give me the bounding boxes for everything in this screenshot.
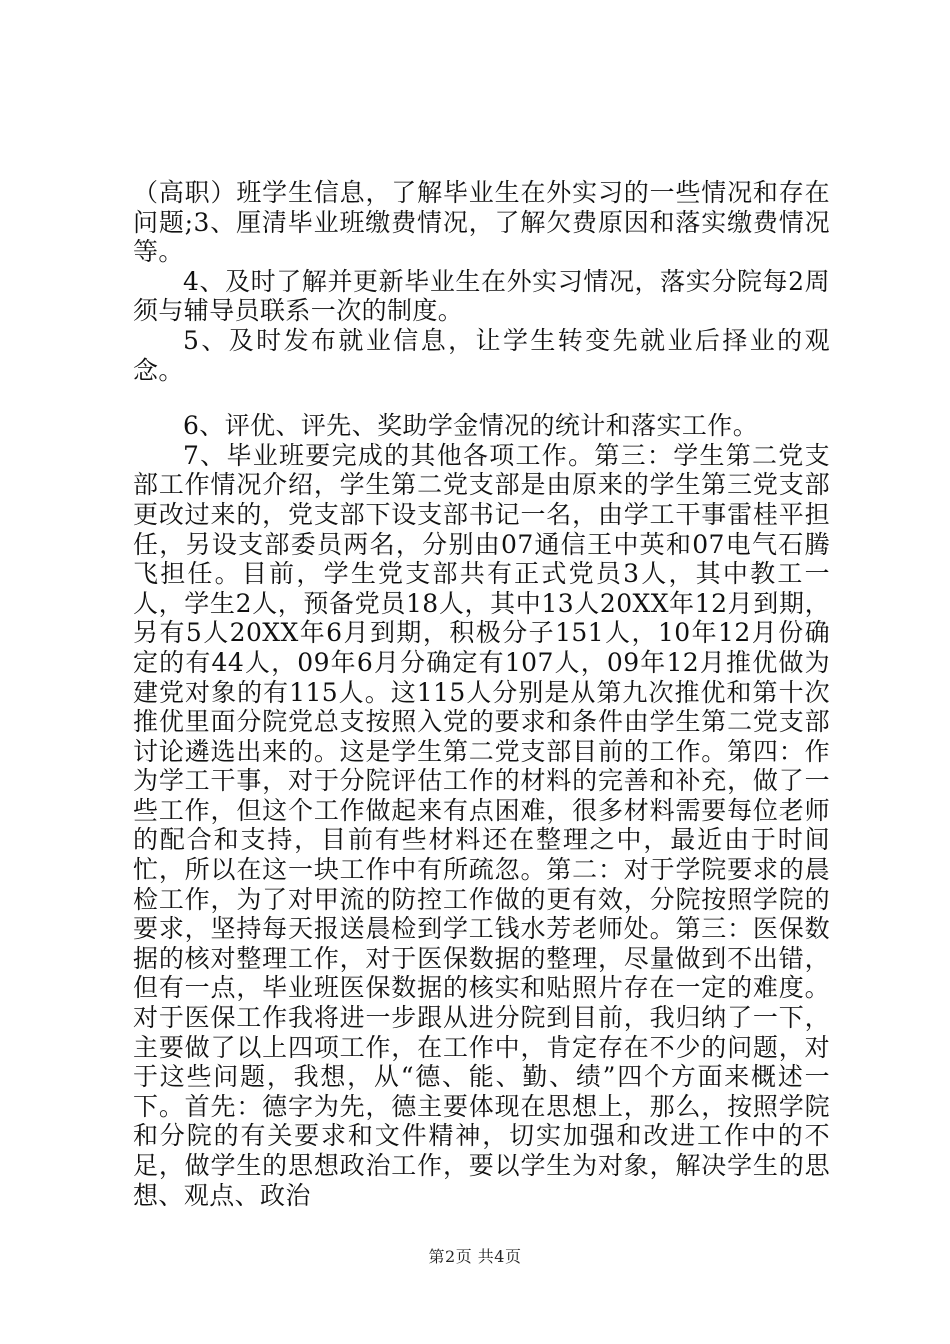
document-body xyxy=(133,178,830,1210)
paragraph-item-7: 7、毕业班要完成的其他各项工作。第三：学生第二党支部工作情况介绍，学生第二党支部是由原来的学生第三党支部更改过来的，党支部下设支部书记一名，由学工干事雷桂平担任，另设支部委员两名，分别由07通信王中英和07电气石腾飞担任。目前，学生党支部共有正式党员3人，其中教工一人，学生2人，预备党员18人，其中13人20XX年12月到期，另有5人20XX年6月到期，积极分子151人，10年12月份确定的有44人，09年6月分确定有107人，09年12月推优做为建党对象的有115人。这115人分别是从第九次推优和第十次推优里面分院党总支按照入党的要求和条件由学生第二党支部讨论遴选出来的。这是学生第二党支部目前的工作。第四：作为学工干事，对于分院评估工作的材料的完善和补充，做了一些工作，但这个工作做起来有点困难，很多材料需要每位老师的配合和支持，目前有些材料还在整理之中，最近由于时间忙，所以在这一块工作中有所疏忽。第二：对于学院要求的晨检工作，为了对甲流的防控工作做的更有效，分院按照学院的要求，坚持每天报送晨检到学工钱水芳老师处。第三：医保数据的核对整理工作，对于医保数据的整理，尽量做到不出错，但有一点，毕业班医保数据的核实和贴照片存在一定的难度。对于医保工作我将进一步跟从进分院到目前，我归纳了一下，主要做了以上四项工作，在工作中，肯定存在不少的问题，对于这些问题，我想，从“德、能、勤、绩”四个方面来概述一下。首先：德字为先，德主要体现在思想上，那么，按照学院和分院的有关要求和文件精神，切实加强和改进工作中的不足，做学生的思想政治工作，要以学生为对象，解决学生的思想、观点、政治 xyxy=(133,440,830,1210)
paragraph-spacer xyxy=(133,385,830,411)
paragraph-item-5: 5、及时发布就业信息，让学生转变先就业后择业的观念。 xyxy=(133,325,830,385)
paragraph-continued: （高职）班学生信息，了解毕业生在外实习的一些情况和存在问题;3、厘清毕业班缴费情况，了解欠费原因和落实缴费情况等。 xyxy=(133,178,830,267)
paragraph-item-6: 6、评优、评先、奖助学金情况的统计和落实工作。 xyxy=(183,411,759,441)
page-footer: 第2页 共4页 xyxy=(428,1247,522,1266)
paragraph-item-4: 4、及时了解并更新毕业生在外实习情况，落实分院每2周须与辅导员联系一次的制度。 xyxy=(133,266,830,326)
